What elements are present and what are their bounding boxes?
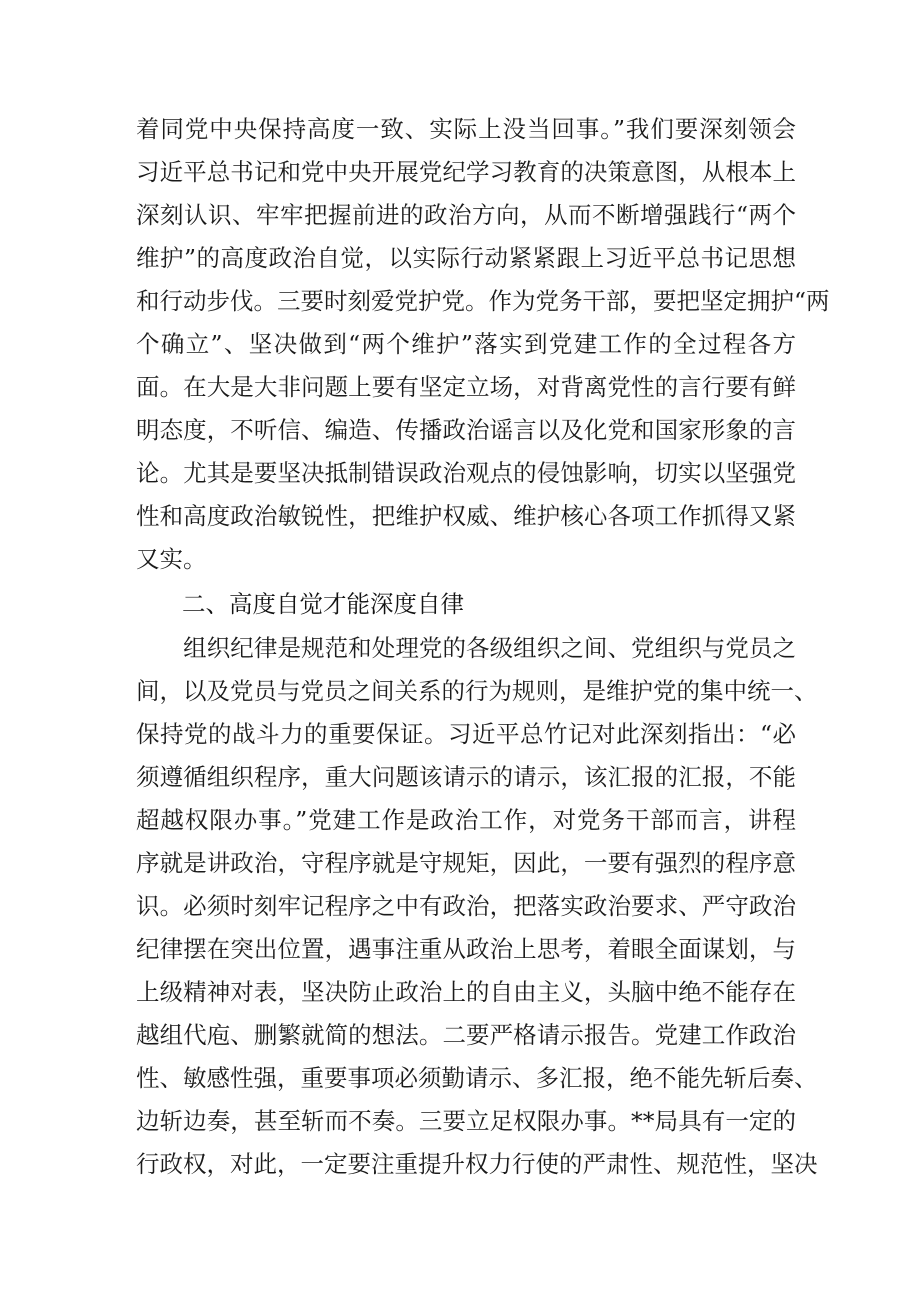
paragraph-line: 上级精神对表，坚决防止政治上的自由主义，头脑中绝不能存在 xyxy=(136,978,796,1006)
paragraph-line: 序就是讲政治，守程序就是守规矩，因此，一要有强烈的程序意 xyxy=(136,849,796,877)
paragraph-line: 识。必须时刻牢记程序之中有政治，把落实政治要求、严守政治 xyxy=(136,892,796,920)
paragraph-line: 纪律摆在突出位置，遇事注重从政治上思考，着眼全面谋划，与 xyxy=(136,935,796,963)
paragraph-line: 越组代庖、删繁就简的想法。二要严格请示报告。党建工作政治 xyxy=(136,1021,796,1049)
paragraph-line: 保持党的战斗力的重要保证。习近平总竹记对此深刻指出：“必 xyxy=(136,720,796,748)
paragraph-line: 须遵循组织程序，重大问题该请示的请示，该汇报的汇报，不能 xyxy=(136,763,796,791)
paragraph-line: 超越权限办事。”党建工作是政治工作，对党务干部而言，讲程 xyxy=(136,806,796,834)
paragraph-line: 组织纪律是规范和处理党的各级组织之间、党组织与党员之 xyxy=(136,634,796,662)
paragraph-line: 着同党中央保持高度一致、实际上没当回事。”我们要深刻领会 xyxy=(136,115,796,143)
paragraph-line: 论。尤其是要坚决抵制错误政治观点的侵蚀影响，切实以坚强党 xyxy=(136,459,796,487)
paragraph-line: 个确立”、坚决做到“两个维护”落实到党建工作的全过程各方 xyxy=(136,330,796,358)
paragraph-line: 间，以及党员与党员之间关系的行为规则，是维护党的集中统一、 xyxy=(136,677,818,705)
paragraph-line: 性和高度政治敏锐性，把维护权威、维护核心各项工作抓得又紧 xyxy=(136,502,796,530)
paragraph-line: 性、敏感性强，重要事项必须勤请示、多汇报，绝不能先斩后奏、 xyxy=(136,1064,818,1092)
paragraph-line: 边斩边奏，甚至斩而不奏。三要立足权限办事。**局具有一定的 xyxy=(136,1107,796,1135)
paragraph-line: 面。在大是大非问题上要有坚定立场，对背离党性的言行要有鲜 xyxy=(136,373,796,401)
paragraph-line: 行政权，对此，一定要注重提升权力行使的严肃性、规范性，坚决 xyxy=(136,1150,818,1178)
section-heading: 二、高度自觉才能深度自律 xyxy=(182,590,464,618)
paragraph-line: 明态度，不听信、编造、传播政治谣言以及化党和国家形象的言 xyxy=(136,416,796,444)
paragraph-line: 和行动步伐。三要时刻爱党护党。作为党务干部，要把坚定拥护“两 xyxy=(136,287,830,315)
paragraph-line-last: 又实。 xyxy=(136,545,207,573)
paragraph-line: 深刻认识、牢牢把握前进的政治方向，从而不断增强践行“两个 xyxy=(136,201,796,229)
paragraph-line: 维护”的高度政治自觉，以实际行动紧紧跟上习近平总书记思想 xyxy=(136,244,796,272)
paragraph-line: 习近平总书记和党中央开展党纪学习教育的决策意图，从根本上 xyxy=(136,158,796,186)
